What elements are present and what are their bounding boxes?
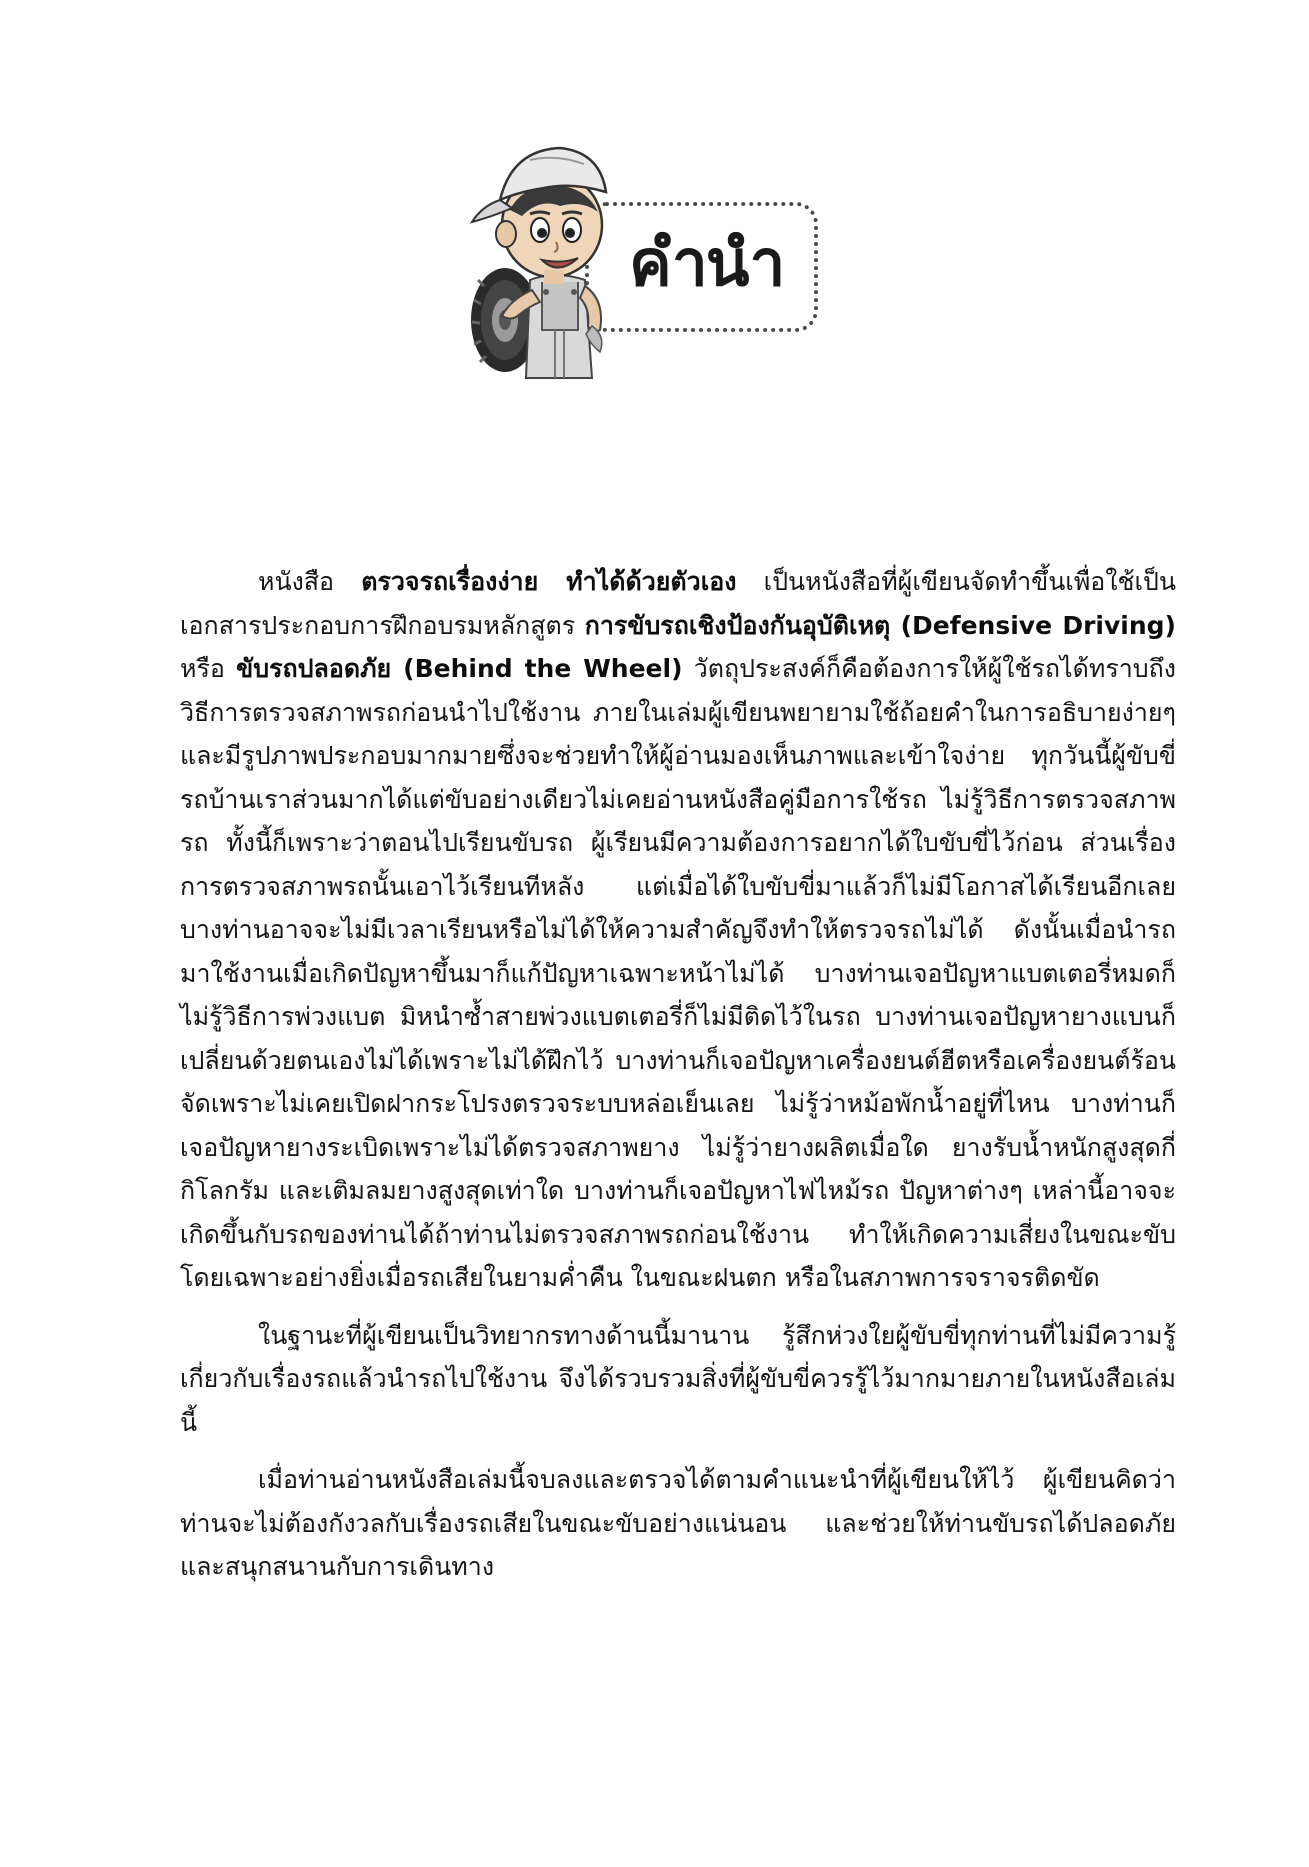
- preface-body: [180, 560, 1176, 1603]
- text-run: หนังสือ: [258, 567, 362, 596]
- text-run: เป็นหนังสือที่ผู้เขียนจัดทำขึ้นเพื่อใช้เป็นเอกสารประกอบการฝึกอบรมหลักสูตร: [180, 567, 1176, 640]
- course-name-bold: ขับรถปลอดภัย (Behind the Wheel): [236, 654, 683, 683]
- book-title-bold: ตรวจรถเรื่องง่าย ทำได้ด้วยตัวเอง: [361, 567, 737, 596]
- preface-paragraph-2: ในฐานะที่ผู้เขียนเป็นวิทยากรทางด้านนี้มานาน รู้สึกห่วงใยผู้ขับขี่ทุกท่านที่ไม่มีความรู้เกี่ยวกับเรื่องรถแล้วนำรถไปใช้งาน จึงได้รวบรวมสิ่งที่ผู้ขับขี่ควรรู้ไว้มากมายภายในหนังสือเล่มนี้: [180, 1320, 1176, 1437]
- text-run: หรือ: [180, 654, 237, 683]
- chapter-header: [460, 130, 820, 380]
- page-title: คำนำ: [629, 227, 784, 301]
- mechanic-boy-with-tire-icon: [460, 130, 635, 380]
- course-name-bold: การขับรถเชิงป้องกันอุบัติเหตุ (Defensive Driving): [584, 610, 1176, 640]
- preface-paragraph-3: เมื่อท่านอ่านหนังสือเล่มนี้จบลงและตรวจได้ตามคำแนะนำที่ผู้เขียนให้ไว้ ผู้เขียนคิดว่าท่านจะไม่ต้องกังวลกับเรื่องรถเสียในขณะขับอย่างแน่นอน และช่วยให้ท่านขับรถได้ปลอดภัยและสนุกสนานกับการเดินทาง: [180, 1465, 1176, 1581]
- text-run: วัตถุประสงค์ก็คือต้องการให้ผู้ใช้รถได้ทราบถึงวิธีการตรวจสภาพรถก่อนนำไปใช้งาน ภายในเล่มผู้เขียนพยายามใช้ถ้อยคำในการอธิบายง่ายๆ และมีรูปภาพประกอบมากมายซึ่งจะช่วยทำให้ผู้อ่านมองเห็นภาพและเข้าใจง่าย ทุกวันนี้ผู้ขับขี่รถบ้านเราส่วนมากได้แต่ขับอย่างเดียวไม่เคยอ่านหนังสือคู่มือการใช้รถ ไม่รู้วิธีการตรวจสภาพรถ ทั้งนี้ก็เพราะว่าตอนไปเรียนขับรถ ผู้เรียนมีความต้องการอยากได้ใบขับขี่ไว้ก่อน ส่วนเรื่องการตรวจสภาพรถนั้นเอาไว้เรียนทีหลัง แต่เมื่อได้ใบขับขี่มาแล้วก็ไม่มีโอกาสได้เรียนอีกเลย บางท่านอาจจะไม่มีเวลาเรียนหรือไม่ได้ให้ความสำคัญจึงทำให้ตรวจรถไม่ได้ ดังนั้นเมื่อนำรถมาใช้งานเมื่อเกิดปัญหาขึ้นมาก็แก้ปัญหาเฉพาะหน้าไม่ได้ บางท่านเจอปัญหาแบตเตอรี่หมดก็ไม่รู้วิธีการพ่วงแบต มิหนำซ้ำสายพ่วงแบตเตอรี่ก็ไม่มีติดไว้ในรถ บางท่านเจอปัญหายางแบนก็เปลี่ยนด้วยตนเองไม่ได้เพราะไม่ได้ฝึกไว้ บางท่านก็เจอปัญหาเครื่องยนต์ฮีตหรือเครื่องยนต์ร้อนจัดเพราะไม่เคยเปิดฝากระโปรงตรวจระบบหล่อเย็นเลย ไม่รู้ว่าหม้อพักน้ำอยู่ที่ไหน บางท่านก็เจอปัญหายางระเบิดเพราะไม่ได้ตรวจสภาพยาง ไม่รู้ว่ายางผลิตเมื่อใด ยางรับน้ำหนักสูงสุดกี่กิโลกรัม และเติมลมยางสูงสุดเท่าใด บางท่านก็เจอปัญหาไฟไหม้รถ ปัญหาต่างๆ เหล่านี้อาจจะเกิดขึ้นกับรถของท่านได้ถ้าท่านไม่ตรวจสภาพรถก่อนใช้งาน ทำให้เกิดความเสี่ยงในขณะขับโดยเฉพาะอย่างยิ่งเมื่อรถเสียในยามค่ำคืน ในขณะฝนตก หรือในสภาพการจราจรติดขัด: [180, 654, 1176, 1292]
- preface-paragraph-1: [180, 560, 1176, 1300]
